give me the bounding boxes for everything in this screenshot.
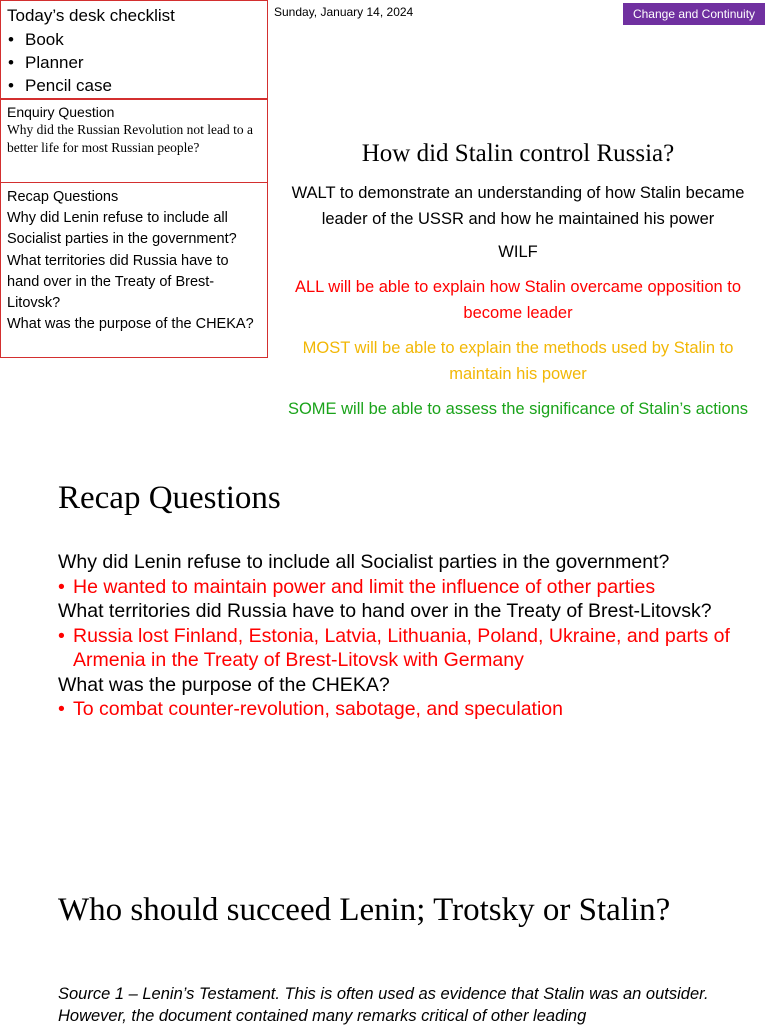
recap-answer: • Russia lost Finland, Estonia, Latvia, Lithuania, Poland, Ukraine, and parts of Armenia in the Treaty of Brest-Litovsk with Germany [58, 624, 758, 673]
recap-box-question: Why did Lenin refuse to include all Socialist parties in the government? [7, 210, 237, 248]
recap-box-label: Recap Questions [7, 189, 119, 205]
recap-box-question: What territories did Russia have to hand over in the Treaty of Brest-Litovsk? [7, 252, 229, 312]
topic-badge: Change and Continuity [623, 3, 765, 25]
recap-box-question: What was the purpose of the CHEKA? [7, 316, 254, 333]
walt-objective: WALT to demonstrate an understanding of how Stalin became leader of the USSR and how he maintained his power [291, 184, 745, 228]
all-outcome: ALL will be able to explain how Stalin overcame opposition to become leader [294, 278, 742, 322]
recap-heading: Recap Questions [58, 480, 281, 516]
checklist-title: Today’s desk checklist [7, 6, 175, 25]
date-label: Sunday, January 14, 2024 [274, 5, 414, 19]
desk-checklist-box [0, 0, 268, 99]
recap-qa-list [58, 550, 758, 722]
checklist-item: • Pencil case [7, 74, 261, 97]
enquiry-question: Why did the Russian Revolution not lead to a better life for most Russian people? [7, 122, 253, 155]
recap-answer: • He wanted to maintain power and limit the influence of other parties [58, 575, 758, 600]
lesson-title: How did Stalin control Russia? [361, 140, 675, 167]
source-1-text: Source 1 – Lenin’s Testament. This is often used as evidence that Stalin was an outsider. However, the document contained many remarks critical of other leading [58, 985, 709, 1025]
successor-title: Who should succeed Lenin; Trotsky or Stalin? [58, 892, 671, 928]
some-outcome: SOME will be able to assess the significance of Stalin’s actions [287, 400, 749, 418]
checklist-item: • Planner [7, 51, 261, 74]
wilf-label: WILF [498, 243, 538, 261]
recap-questions-box [0, 182, 268, 358]
checklist-item: • Book [7, 28, 261, 51]
recap-question: Why did Lenin refuse to include all Socialist parties in the government? [58, 551, 670, 573]
most-outcome: MOST will be able to explain the methods used by Stalin to maintain his power [302, 339, 734, 383]
checklist-items [7, 28, 261, 97]
recap-question: What territories did Russia have to hand over in the Treaty of Brest-Litovsk? [58, 600, 712, 622]
enquiry-question-box [0, 99, 268, 183]
recap-question: What was the purpose of the CHEKA? [58, 673, 390, 696]
recap-answer: • To combat counter-revolution, sabotage, and speculation [58, 697, 758, 722]
enquiry-label: Enquiry Question [7, 104, 115, 120]
